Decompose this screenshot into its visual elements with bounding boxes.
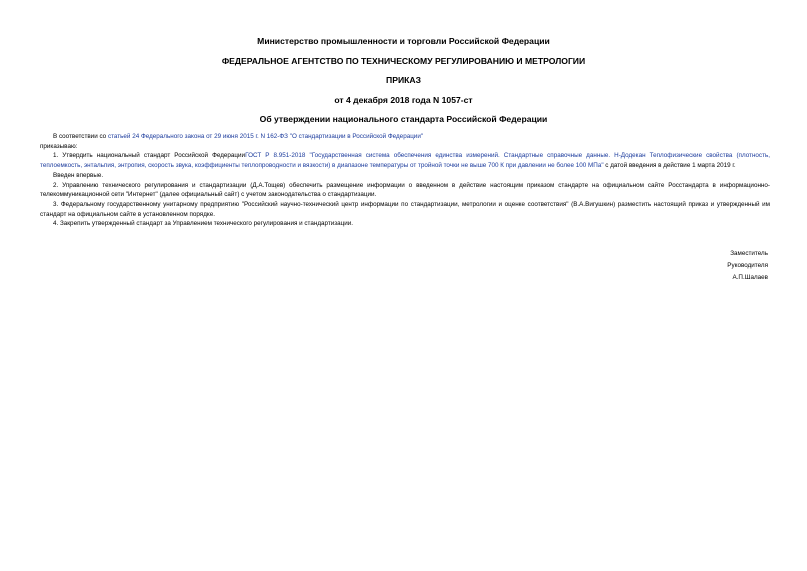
subject-heading: Об утверждении национального стандарта Российской Федерации bbox=[259, 114, 548, 124]
gost-standard-link[interactable]: ГОСТ Р 8.951-2018 "Государственная система обеспечения единства измерений. Стандартные справочные данные. Н-Додекан Теплофизические свойства (плотность, теплоемкость, энтальпия, энтропия, скорость звука, коэффициенты теплопроводности и вязкости) в диапазоне температуры от тройной точки не выше 700 К при давлении не более 100 МПа" bbox=[40, 152, 770, 170]
signature-title-2: Руководителя bbox=[727, 262, 768, 269]
item-1-paragraph bbox=[40, 151, 770, 170]
preamble-text: В соответствии со bbox=[53, 133, 108, 140]
agency-heading: ФЕДЕРАЛЬНОЕ АГЕНТСТВО ПО ТЕХНИЧЕСКОМУ РЕГУЛИРОВАНИЮ И МЕТРОЛОГИИ bbox=[221, 56, 586, 66]
document-type-heading: ПРИКАЗ bbox=[386, 75, 421, 85]
item-4-paragraph: 4. Закрепить утвержденный стандарт за Управлением технического регулирования и стандартизации. bbox=[53, 220, 354, 228]
order-word: приказываю: bbox=[40, 142, 78, 150]
federal-law-link[interactable]: статьей 24 Федерального закона от 29 июня 2015 г. N 162-ФЗ "О стандартизации в Российской Федерации" bbox=[107, 133, 424, 140]
date-number-heading: от 4 декабря 2018 года N 1057-ст bbox=[334, 95, 473, 105]
item-1-note: Введен впервые. bbox=[53, 171, 104, 179]
item-1-suffix: с датой введения в действие 1 марта 2019 г. bbox=[603, 162, 736, 170]
document-body bbox=[40, 132, 770, 229]
ministry-heading: Министерство промышленности и торговли Российской Федерации bbox=[257, 36, 550, 46]
preamble-paragraph bbox=[40, 132, 770, 142]
signature-block bbox=[568, 248, 768, 284]
signature-name: А.П.Шалаев bbox=[732, 274, 768, 281]
signature-title-1: Заместитель bbox=[730, 250, 768, 257]
item-3-paragraph: 3. Федеральному государственному унитарному предприятию "Российский научно-технический центр информации по стандартизации, метрологии и оценке соответствия" (В.А.Вигушкин) разместить настоящий приказ и утвержденный им стандарт на официальном сайте в установленном порядке. bbox=[40, 200, 770, 218]
item-2-paragraph: 2. Управлению технического регулирования и стандартизации (Д.А.Тощев) обеспечить размещение информации о введенном в действие настоящим приказом стандарте на официальном сайте Росстандарта в информационно-телекоммуникационной сети "Интернет" (далее официальный сайт) с учетом законодательства о стандартизации. bbox=[40, 181, 770, 199]
item-1-prefix: 1. Утвердить национальный стандарт Российской Федерации bbox=[53, 152, 246, 160]
